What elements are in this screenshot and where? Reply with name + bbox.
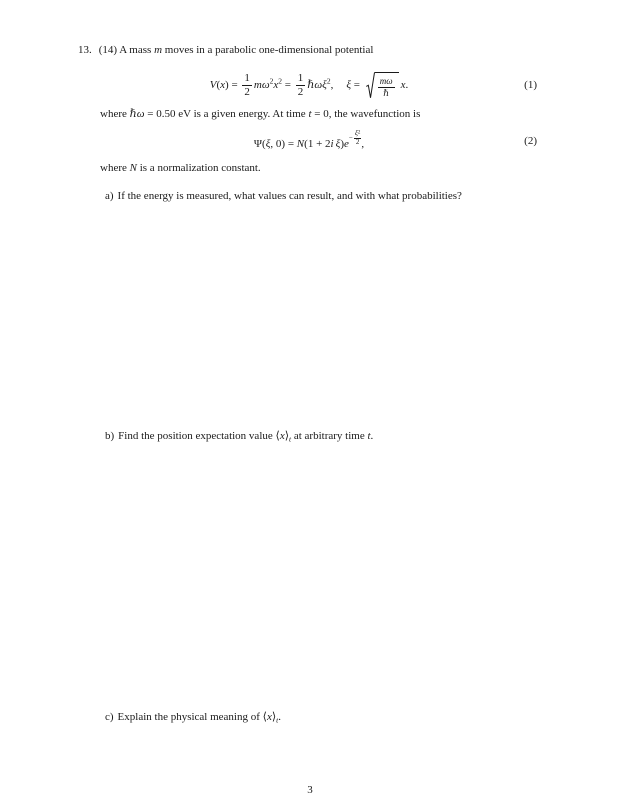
page-number: 3	[307, 784, 313, 796]
eq1-hbar-omega-xi: ℏωξ	[307, 79, 327, 92]
fraction-denominator: 2	[244, 86, 250, 98]
minus-sign: −	[348, 134, 353, 143]
eq2-rparen: )	[340, 138, 344, 151]
eq1-x-var: x	[400, 79, 406, 92]
fraction-denominator: 2	[297, 86, 304, 98]
eq1-V: V	[209, 79, 217, 92]
exp-xi: ξ	[354, 129, 358, 137]
radicand	[375, 72, 399, 99]
eq1-squared: 2	[269, 76, 274, 86]
eq1-x: x	[220, 79, 226, 92]
text-fragment: = 0.50 eV is a given energy. At time	[144, 108, 309, 120]
rangle: ⟩	[271, 711, 277, 723]
eq2-lparen: (	[262, 138, 266, 151]
part-b	[105, 429, 373, 444]
fraction-momega-over-hbar	[378, 76, 395, 98]
body-line-normalization	[100, 162, 261, 174]
subscript-t: t	[276, 715, 279, 725]
eq2-exponent	[349, 130, 361, 146]
part-a-text: If the energy is measured, what values can result, and with what probabilities?	[117, 190, 462, 202]
eq2-rparen-equals: ) =	[281, 138, 297, 151]
equation-1	[78, 72, 540, 99]
part-b-text: Find the position expectation value	[118, 430, 276, 442]
eq1-xi: ξ	[346, 79, 352, 92]
eq1-x-var: x	[273, 79, 279, 92]
part-b-period: .	[370, 430, 374, 442]
fraction-numerator: mω	[379, 76, 393, 87]
var-N: N	[129, 162, 137, 174]
text-fragment: where	[100, 108, 130, 120]
eq2-N: N	[296, 138, 305, 151]
fraction-denominator: ℏ	[383, 87, 390, 98]
part-a-label: a)	[105, 190, 114, 202]
text-fragment: is a normalization constant.	[136, 162, 261, 174]
problem-number: 13.	[78, 44, 92, 56]
problem-points: (14) A mass	[98, 44, 155, 56]
var-hbar-omega: ℏω	[129, 108, 145, 120]
equation-1-number: (1)	[524, 79, 537, 91]
fraction-one-half	[242, 72, 252, 98]
eq1-m-omega: mω	[253, 79, 270, 92]
langle: ⟨	[262, 711, 267, 723]
part-c-period: .	[278, 711, 281, 723]
eq1-lparen: (	[216, 79, 221, 92]
eq2-lparen: (	[304, 138, 308, 151]
part-b-text: at arbitrary time	[291, 430, 368, 442]
eq2-i: i	[330, 138, 334, 151]
eq1-equals: =	[351, 79, 363, 92]
var-m: m	[154, 44, 163, 56]
problem-intro-text: moves in a parabolic one-dimensional potential	[162, 44, 374, 56]
eq1-comma: ,	[330, 79, 334, 92]
eq2-comma: ,	[361, 138, 365, 151]
fraction-denominator: 2	[355, 137, 360, 146]
eq1-squared: 2	[278, 76, 283, 86]
var-x: x	[279, 430, 285, 442]
equation-2	[78, 130, 540, 150]
fraction-one-half	[296, 72, 306, 98]
eq1-period: .	[405, 79, 409, 92]
text-fragment: where	[100, 162, 130, 174]
part-a	[105, 190, 462, 202]
eq2-xi: ξ	[335, 138, 341, 151]
eq2-xi: ξ	[265, 138, 271, 151]
eq2-one-plus-two: 1 + 2	[307, 138, 331, 151]
eq2-comma-zero: , 0	[270, 138, 282, 151]
subscript-t: t	[289, 434, 292, 444]
body-line-energy	[100, 107, 420, 120]
part-c	[105, 710, 281, 725]
langle: ⟨	[275, 430, 280, 442]
var-t: t	[308, 108, 312, 120]
equation-2-number: (2)	[524, 135, 537, 147]
fraction-numerator: 1	[297, 72, 304, 85]
var-t: t	[367, 430, 371, 442]
exp-squared: 2	[357, 130, 361, 136]
var-x: x	[266, 711, 272, 723]
part-c-label: c)	[105, 711, 114, 723]
eq2-Psi: Ψ	[253, 138, 263, 151]
eq1-squared: 2	[326, 76, 331, 86]
radical-sign-icon	[366, 72, 375, 99]
part-b-label: b)	[105, 430, 115, 442]
rangle: ⟩	[284, 430, 289, 442]
fraction-numerator: 1	[244, 72, 250, 85]
eq1-equals: =	[282, 79, 294, 92]
text-fragment: = 0, the wavefunction is	[311, 108, 421, 120]
part-c-text: Explain the physical meaning of	[117, 711, 263, 723]
eq2-e: e	[343, 138, 349, 151]
square-root	[366, 72, 399, 99]
problem-intro-line	[78, 44, 373, 56]
eq1-rparen-equals: ) =	[225, 79, 241, 92]
